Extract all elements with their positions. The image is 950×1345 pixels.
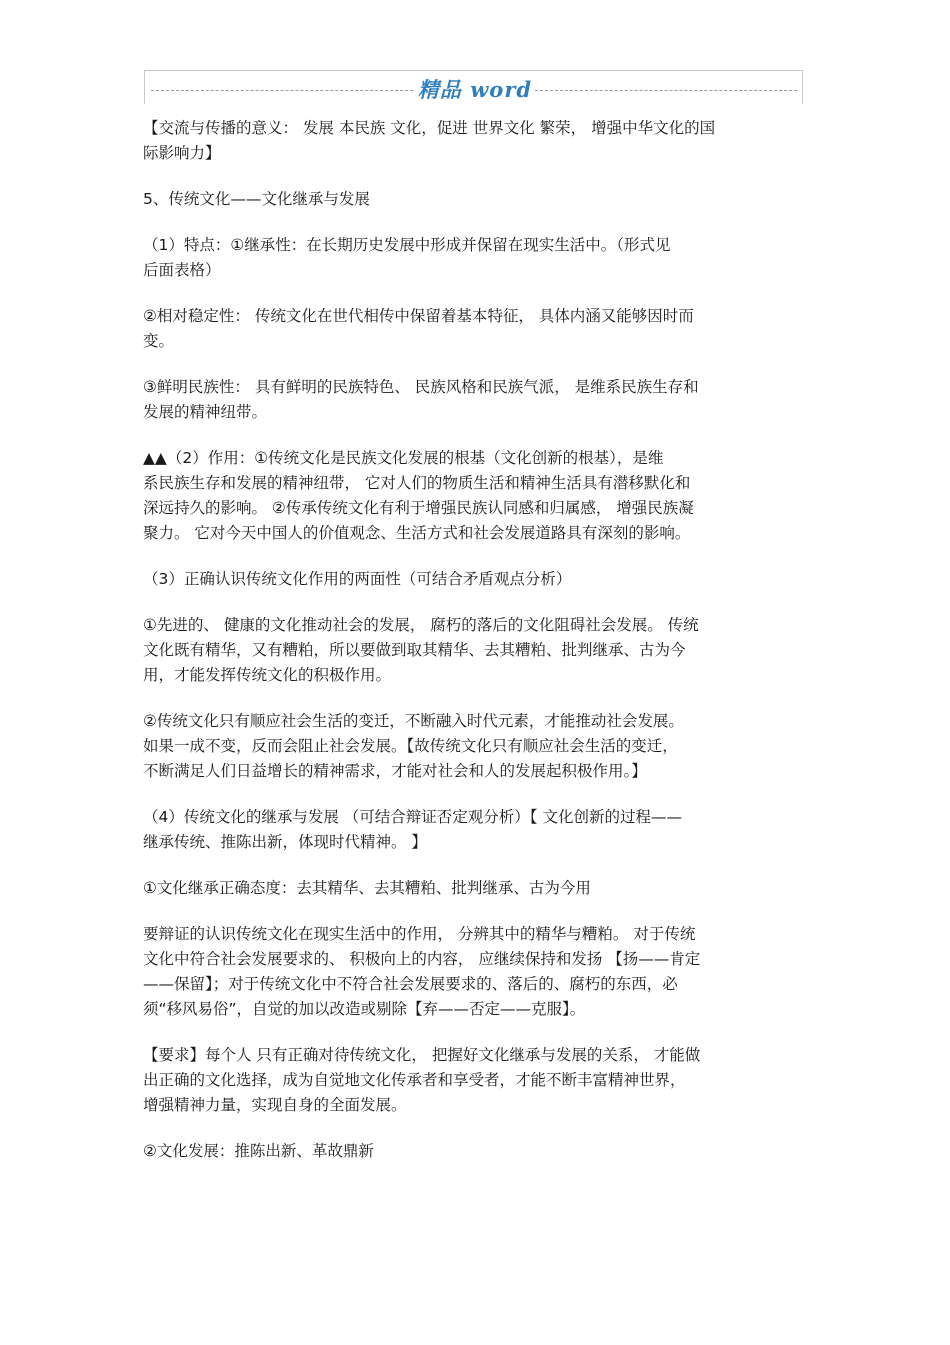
text-line: （1）特点：①继承性：在长期历史发展中形成并保留在现实生活中。（形式见 bbox=[143, 236, 671, 254]
paragraph bbox=[143, 613, 807, 688]
paragraph bbox=[143, 446, 807, 546]
text-line: ③鲜明民族性： 具有鲜明的民族特色、 民族风格和民族气派， 是维系民族生存和 bbox=[143, 378, 699, 396]
header-dashed-rule-right bbox=[535, 90, 797, 91]
text-line: ②文化发展：推陈出新、革故鼎新 bbox=[143, 1142, 374, 1160]
text-line: 如果一成不变，反而会阻止社会发展。【故传统文化只有顺应社会生活的变迁， bbox=[143, 737, 678, 755]
paragraph bbox=[143, 187, 807, 212]
text-line: 【要求】每个人 只有正确对待传统文化， 把握好文化继承与发展的关系， 才能做 bbox=[143, 1046, 701, 1064]
text-line: 变。 bbox=[143, 332, 175, 350]
text-line: 系民族生存和发展的精神纽带， 它对人们的物质生活和精神生活具有潜移默化和 bbox=[143, 474, 691, 492]
text-line: 继承传统、推陈出新，体现时代精神。 】 bbox=[143, 833, 427, 851]
header-dashed-rule-left bbox=[151, 90, 413, 91]
paragraph bbox=[143, 1043, 807, 1118]
paragraph bbox=[143, 1139, 807, 1164]
text-line: ②传统文化只有顺应社会生活的变迁，不断融入时代元素，才能推动社会发展。 bbox=[143, 712, 684, 730]
text-line: ①文化继承正确态度：去其精华、去其糟粕、批判继承、古为今用 bbox=[143, 879, 591, 897]
text-line: 文化既有精华，又有糟粕，所以要做到取其精华、去其糟粕、批判继承、古为今 bbox=[143, 641, 686, 659]
paragraph bbox=[143, 375, 807, 425]
paragraph bbox=[143, 922, 807, 1022]
paragraph bbox=[143, 116, 807, 166]
page-header bbox=[144, 70, 803, 104]
header-logo: 精品 word bbox=[417, 77, 533, 102]
text-line: 深远持久的影响。 ②传承传统文化有利于增强民族认同感和归属感， 增强民族凝 bbox=[143, 499, 694, 517]
paragraph bbox=[143, 567, 807, 592]
text-line: 际影响力】 bbox=[143, 144, 221, 162]
text-line: 出正确的文化选择，成为自觉地文化传承者和享受者，才能不断丰富精神世界， bbox=[143, 1071, 686, 1089]
text-line: （4）传统文化的继承与发展 （可结合辩证否定观分析）【 文化创新的过程—— bbox=[143, 808, 682, 826]
text-line: ▲▲（2）作用：①传统文化是民族文化发展的根基（文化创新的根基），是维 bbox=[143, 449, 664, 467]
text-line: 增强精神力量，实现自身的全面发展。 bbox=[143, 1096, 407, 1114]
document-body bbox=[143, 116, 807, 1185]
paragraph bbox=[143, 709, 807, 784]
text-line: 发展的精神纽带。 bbox=[143, 403, 268, 421]
text-line: ①先进的、 健康的文化推动社会的发展， 腐朽的落后的文化阻碍社会发展。 传统 bbox=[143, 616, 699, 634]
text-line: 5、传统文化——文化继承与发展 bbox=[143, 190, 370, 208]
text-line: ——保留】；对于传统文化中不符合社会发展要求的、落后的、腐朽的东西，必 bbox=[143, 975, 678, 993]
text-line: 文化中符合社会发展要求的、 积极向上的内容， 应继续保持和发扬 【扬——肯定 bbox=[143, 950, 701, 968]
text-line: 后面表格） bbox=[143, 261, 221, 279]
text-line: 不断满足人们日益增长的精神需求，才能对社会和人的发展起积极作用。】 bbox=[143, 762, 647, 780]
text-line: 【交流与传播的意义： 发展 本民族 文化，促进 世界文化 繁荣， 增强中华文化的国 bbox=[143, 119, 716, 137]
paragraph bbox=[143, 304, 807, 354]
paragraph bbox=[143, 233, 807, 283]
paragraph bbox=[143, 805, 807, 855]
text-line: ②相对稳定性： 传统文化在世代相传中保留着基本特征， 具体内涵又能够因时而 bbox=[143, 307, 694, 325]
text-line: 聚力。 它对今天中国人的价值观念、生活方式和社会发展道路具有深刻的影响。 bbox=[143, 524, 691, 542]
paragraph bbox=[143, 876, 807, 901]
text-line: （3）正确认识传统文化作用的两面性（可结合矛盾观点分析） bbox=[143, 570, 572, 588]
text-line: 要辩证的认识传统文化在现实生活中的作用， 分辨其中的精华与糟粕。 对于传统 bbox=[143, 925, 696, 943]
text-line: 用，才能发挥传统文化的积极作用。 bbox=[143, 666, 392, 684]
text-line: 须“移风易俗”，自觉的加以改造或剔除【弃——否定——克服】。 bbox=[143, 1000, 586, 1018]
